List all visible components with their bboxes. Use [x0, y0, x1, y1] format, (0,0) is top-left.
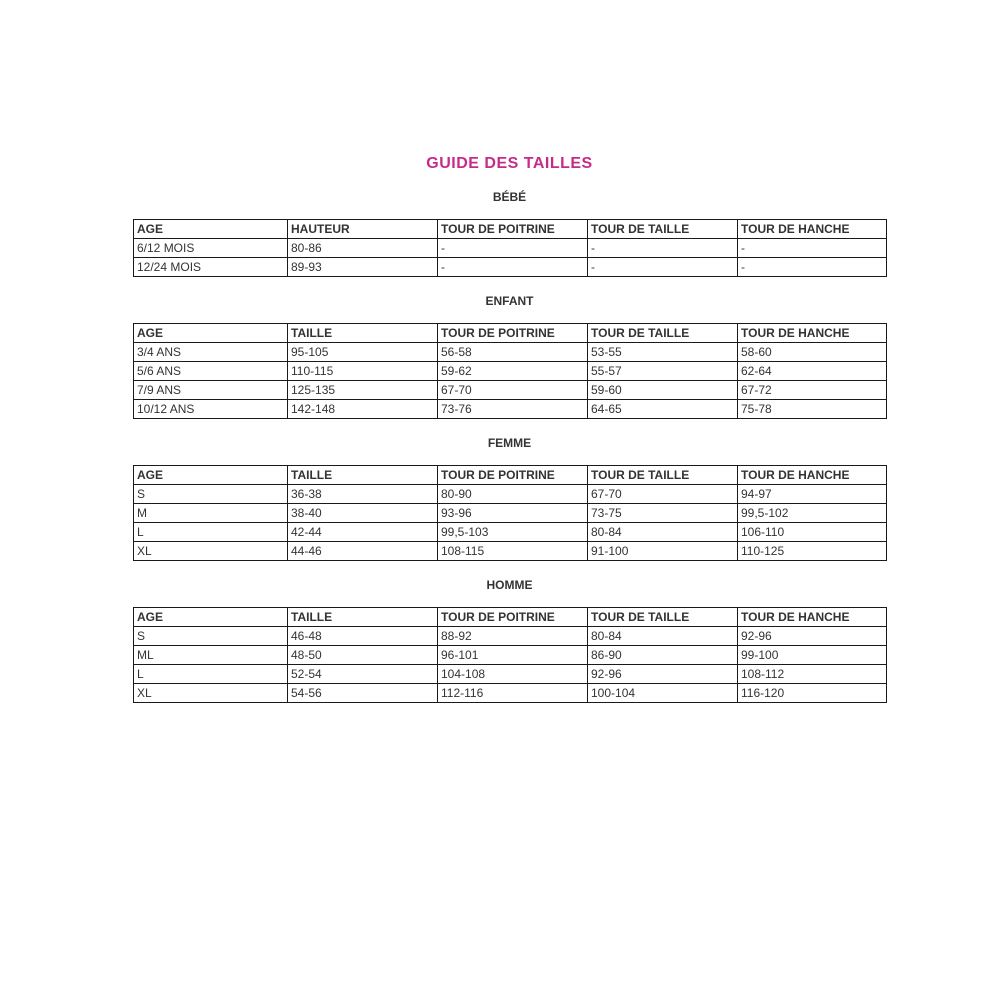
table-cell: 112-116	[438, 684, 588, 703]
table-cell: 110-115	[288, 362, 438, 381]
column-header: TOUR DE HANCHE	[738, 466, 887, 485]
table-cell: 67-70	[588, 485, 738, 504]
table-cell: 92-96	[588, 665, 738, 684]
header-row	[134, 324, 887, 343]
column-header: TOUR DE POITRINE	[438, 608, 588, 627]
table-cell: 86-90	[588, 646, 738, 665]
table-cell: 100-104	[588, 684, 738, 703]
table-cell: ML	[134, 646, 288, 665]
section-homme	[133, 578, 886, 703]
table-row	[134, 400, 887, 419]
header-row	[134, 466, 887, 485]
table-cell: 67-70	[438, 381, 588, 400]
header-row	[134, 608, 887, 627]
table-cell: XL	[134, 542, 288, 561]
table-row	[134, 362, 887, 381]
table-cell: 48-50	[288, 646, 438, 665]
table-cell: 99-100	[738, 646, 887, 665]
table-cell: 53-55	[588, 343, 738, 362]
section-title-femme: FEMME	[487, 436, 532, 450]
table-cell: 12/24 MOIS	[134, 258, 288, 277]
table-cell: L	[134, 523, 288, 542]
table-cell: 99,5-102	[738, 504, 887, 523]
size-table-homme	[133, 607, 887, 703]
column-header: TOUR DE HANCHE	[738, 324, 887, 343]
table-row	[134, 485, 887, 504]
table-row	[134, 646, 887, 665]
table-cell: 10/12 ANS	[134, 400, 288, 419]
table-cell: L	[134, 665, 288, 684]
column-header: TOUR DE POITRINE	[438, 466, 588, 485]
table-cell: 73-76	[438, 400, 588, 419]
size-table-bebe	[133, 219, 887, 277]
column-header: TAILLE	[288, 324, 438, 343]
table-cell: 99,5-103	[438, 523, 588, 542]
table-cell: 52-54	[288, 665, 438, 684]
column-header: AGE	[134, 220, 288, 239]
table-cell: 64-65	[588, 400, 738, 419]
table-cell: 75-78	[738, 400, 887, 419]
table-row	[134, 239, 887, 258]
table-cell: 108-112	[738, 665, 887, 684]
table-cell: 55-57	[588, 362, 738, 381]
size-guide-content	[133, 0, 886, 703]
table-cell: 67-72	[738, 381, 887, 400]
column-header: AGE	[134, 466, 288, 485]
table-cell: 44-46	[288, 542, 438, 561]
table-cell: 94-97	[738, 485, 887, 504]
table-cell: 62-64	[738, 362, 887, 381]
column-header: TOUR DE TAILLE	[588, 324, 738, 343]
table-cell: 46-48	[288, 627, 438, 646]
table-cell: -	[438, 239, 588, 258]
column-header: TOUR DE POITRINE	[438, 220, 588, 239]
table-cell: 89-93	[288, 258, 438, 277]
table-cell: 5/6 ANS	[134, 362, 288, 381]
size-table-enfant	[133, 323, 887, 419]
table-row	[134, 258, 887, 277]
table-cell: -	[738, 258, 887, 277]
table-cell: 3/4 ANS	[134, 343, 288, 362]
table-cell: 80-84	[588, 627, 738, 646]
table-row	[134, 627, 887, 646]
table-cell: 7/9 ANS	[134, 381, 288, 400]
table-cell: 73-75	[588, 504, 738, 523]
table-cell: 91-100	[588, 542, 738, 561]
table-cell: 6/12 MOIS	[134, 239, 288, 258]
table-cell: 38-40	[288, 504, 438, 523]
column-header: AGE	[134, 324, 288, 343]
table-cell: 54-56	[288, 684, 438, 703]
section-title-bebe: BÉBÉ	[492, 190, 527, 204]
table-row	[134, 504, 887, 523]
table-row	[134, 343, 887, 362]
column-header: TOUR DE TAILLE	[588, 608, 738, 627]
column-header: TOUR DE HANCHE	[738, 608, 887, 627]
table-cell: -	[438, 258, 588, 277]
table-cell: S	[134, 627, 288, 646]
table-cell: -	[588, 258, 738, 277]
section-enfant	[133, 294, 886, 419]
table-cell: 59-60	[588, 381, 738, 400]
table-row	[134, 665, 887, 684]
table-cell: 93-96	[438, 504, 588, 523]
page-title: GUIDE DES TAILLES	[426, 155, 593, 172]
column-header: TAILLE	[288, 466, 438, 485]
table-cell: 59-62	[438, 362, 588, 381]
column-header: TAILLE	[288, 608, 438, 627]
table-cell: M	[134, 504, 288, 523]
table-cell: -	[588, 239, 738, 258]
table-cell: 36-38	[288, 485, 438, 504]
header-row	[134, 220, 887, 239]
table-cell: 108-115	[438, 542, 588, 561]
column-header: TOUR DE POITRINE	[438, 324, 588, 343]
table-cell: -	[738, 239, 887, 258]
column-header: TOUR DE HANCHE	[738, 220, 887, 239]
section-title-enfant: ENFANT	[485, 294, 534, 308]
table-cell: 125-135	[288, 381, 438, 400]
size-table-femme	[133, 465, 887, 561]
table-cell: S	[134, 485, 288, 504]
table-cell: 110-125	[738, 542, 887, 561]
table-cell: 80-86	[288, 239, 438, 258]
table-cell: 116-120	[738, 684, 887, 703]
section-femme	[133, 436, 886, 561]
column-header: HAUTEUR	[288, 220, 438, 239]
column-header: TOUR DE TAILLE	[588, 220, 738, 239]
table-row	[134, 523, 887, 542]
table-cell: 80-90	[438, 485, 588, 504]
size-guide-sections	[133, 190, 886, 703]
table-cell: 80-84	[588, 523, 738, 542]
column-header: AGE	[134, 608, 288, 627]
table-row	[134, 381, 887, 400]
table-cell: 104-108	[438, 665, 588, 684]
table-row	[134, 542, 887, 561]
table-cell: 95-105	[288, 343, 438, 362]
section-title-homme: HOMME	[486, 578, 533, 592]
table-cell: 56-58	[438, 343, 588, 362]
section-bebe	[133, 190, 886, 277]
table-cell: 106-110	[738, 523, 887, 542]
table-cell: 58-60	[738, 343, 887, 362]
table-cell: 92-96	[738, 627, 887, 646]
column-header: TOUR DE TAILLE	[588, 466, 738, 485]
table-cell: 142-148	[288, 400, 438, 419]
table-cell: 88-92	[438, 627, 588, 646]
table-cell: XL	[134, 684, 288, 703]
table-cell: 96-101	[438, 646, 588, 665]
table-cell: 42-44	[288, 523, 438, 542]
table-row	[134, 684, 887, 703]
